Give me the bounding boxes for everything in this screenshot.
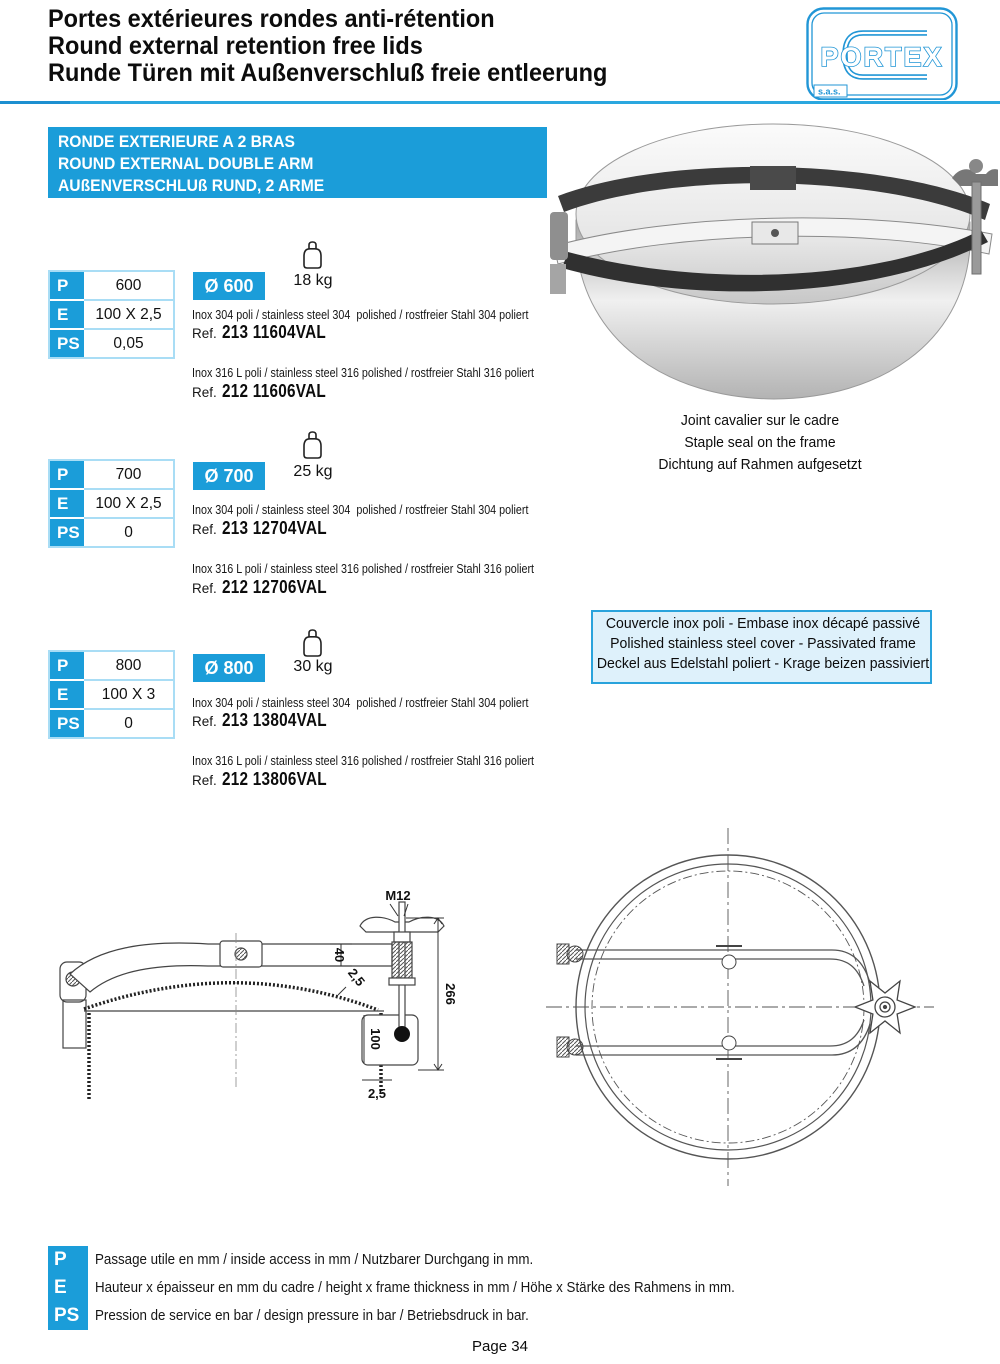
logo-brand-text: PORTEX	[820, 42, 944, 72]
table-row	[50, 517, 173, 546]
legend-text-e: Hauteur x épaisseur en mm du cadre / height x frame thickness in mm / Höhe x Stärke des Rahmens in mm.	[95, 1280, 735, 1296]
spec-value-ps: 0	[124, 524, 133, 541]
dim-100: 100	[368, 1028, 383, 1050]
material-line: Inox 304 poli / stainless steel 304 polished / rostfreier Stahl 304 poliert	[192, 696, 529, 710]
dim-266: 266	[443, 983, 458, 1005]
spec-table-600	[48, 270, 175, 359]
diameter-badge-700: Ø 700	[193, 462, 265, 490]
page-title-en: Round external retention free lids	[48, 32, 423, 60]
side-section-drawing	[40, 858, 520, 1120]
legend-text-p: Passage utile en mm / inside access in mm / Nutzbarer Durchgang in mm.	[95, 1252, 534, 1268]
ref-number: 212 13806VAL	[221, 769, 327, 789]
ref-line: Ref. 212 12706VAL	[192, 577, 327, 597]
weight-value-600: 18 kg	[293, 272, 333, 289]
spec-label-p: P	[50, 461, 84, 488]
diameter-badge-600: Ø 600	[193, 272, 265, 300]
spec-value-ps: 0,05	[113, 335, 144, 352]
screw-rod	[972, 182, 981, 274]
table-row	[50, 299, 173, 328]
ref-line: Ref. 212 11606VAL	[192, 381, 326, 401]
top-view-drawing	[530, 800, 1000, 1240]
legend-label-ps: PS	[54, 1305, 80, 1326]
header-divider-rule	[0, 101, 1000, 104]
caption-line-fr: Joint cavalier sur le cadre	[680, 412, 840, 429]
legend-text-ps: Pression de service en bar / design pressure in bar / Betriebsdruck in bar.	[95, 1308, 529, 1324]
info-line-de: Deckel aus Edelstahl poliert - Krage beizen passiviert	[596, 656, 930, 672]
info-box-text	[569, 614, 957, 674]
page-title-de: Runde Türen mit Außenverschluß freie entleerung	[48, 59, 608, 87]
spec-label-e: E	[50, 490, 84, 517]
caption-line-en: Staple seal on the frame	[684, 434, 836, 451]
spec-value-p: 800	[115, 657, 142, 674]
spec-label-ps: PS	[50, 519, 84, 546]
table-row	[50, 461, 173, 488]
legend-label-p: P	[54, 1249, 67, 1270]
weight-icon	[301, 240, 324, 270]
page-title-fr: Portes extérieures rondes anti-rétention	[48, 5, 495, 33]
page-number: Page 34	[472, 1338, 528, 1355]
handwheel	[855, 981, 915, 1033]
spec-table-700	[48, 459, 175, 548]
spec-value-e: 100 X 2,5	[95, 495, 162, 512]
info-line-en: Polished stainless steel cover - Passivated frame	[610, 636, 916, 652]
material-line: Inox 304 poli / stainless steel 304 polished / rostfreier Stahl 304 poliert	[192, 503, 529, 517]
spec-label-ps: PS	[50, 710, 84, 737]
ref-number: 213 11604VAL	[221, 322, 326, 342]
spec-label-e: E	[50, 681, 84, 708]
spec-label-e: E	[50, 301, 84, 328]
material-line: Inox 316 L poli / stainless steel 316 polished / rostfreier Stahl 316 poliert	[192, 366, 535, 380]
spec-label-p: P	[50, 652, 84, 679]
dim-2-5-top: 2,5	[345, 965, 369, 989]
portex-logo	[805, 6, 959, 100]
upper-arm	[576, 950, 870, 986]
spec-label-ps: PS	[50, 330, 84, 357]
table-row	[50, 488, 173, 517]
legend-label-strip	[48, 1246, 88, 1330]
dim-40: 40	[332, 947, 347, 963]
weight-value-700: 25 kg	[293, 463, 333, 480]
banner-line-de: AUßENVERSCHLUß RUND, 2 ARME	[58, 176, 325, 195]
ref-number: 212 12706VAL	[221, 577, 327, 597]
ref-number: 213 13804VAL	[221, 710, 327, 730]
ref-line: Ref. 212 13806VAL	[192, 769, 327, 789]
ref-number: 212 11606VAL	[221, 381, 326, 401]
diameter-badge-800: Ø 800	[193, 654, 265, 682]
spec-value-e: 100 X 3	[101, 686, 156, 703]
section-banner	[48, 127, 547, 198]
spec-value-p: 700	[115, 466, 142, 483]
lower-arm	[576, 1020, 870, 1055]
ref-line: Ref. 213 12704VAL	[192, 518, 327, 538]
table-row	[50, 328, 173, 357]
material-line: Inox 316 L poli / stainless steel 316 polished / rostfreier Stahl 316 poliert	[192, 562, 535, 576]
top-clamp	[750, 166, 796, 190]
left-hinge-bolts	[557, 944, 583, 1057]
banner-line-fr: RONDE EXTERIEURE A 2 BRAS	[58, 132, 295, 151]
table-row	[50, 708, 173, 737]
dim-2-5-bottom: 2,5	[367, 1086, 387, 1101]
spec-label-p: P	[50, 272, 84, 299]
ref-line: Ref. 213 13804VAL	[192, 710, 327, 730]
info-line-fr: Couvercle inox poli - Embase inox décapé passivé	[605, 616, 921, 632]
weight-icon	[301, 430, 324, 460]
table-row	[50, 679, 173, 708]
dim-m12: M12	[385, 888, 411, 903]
table-row	[50, 272, 173, 299]
caption-line-de: Dichtung auf Rahmen aufgesetzt	[658, 456, 862, 473]
page-title	[48, 6, 607, 87]
weight-icon	[301, 628, 324, 658]
spec-value-p: 600	[115, 277, 142, 294]
arm-center-bolts	[716, 946, 742, 1059]
photo-caption	[563, 410, 957, 476]
material-line: Inox 316 L poli / stainless steel 316 polished / rostfreier Stahl 316 poliert	[192, 754, 535, 768]
banner-line-en: ROUND EXTERNAL DOUBLE ARM	[58, 154, 314, 173]
spec-table-800	[48, 650, 175, 739]
ref-line: Ref. 213 11604VAL	[192, 322, 326, 342]
spec-value-ps: 0	[124, 715, 133, 732]
left-hinge	[550, 212, 568, 260]
material-line: Inox 304 poli / stainless steel 304 polished / rostfreier Stahl 304 poliert	[192, 308, 529, 322]
logo-suffix-text: s.a.s.	[818, 86, 841, 97]
weight-value-800: 30 kg	[293, 658, 333, 675]
table-row	[50, 652, 173, 679]
legend-label-e: E	[54, 1277, 67, 1298]
ref-number: 213 12704VAL	[221, 518, 327, 538]
product-photo-round-lid	[548, 116, 998, 408]
spec-value-e: 100 X 2,5	[95, 306, 162, 323]
